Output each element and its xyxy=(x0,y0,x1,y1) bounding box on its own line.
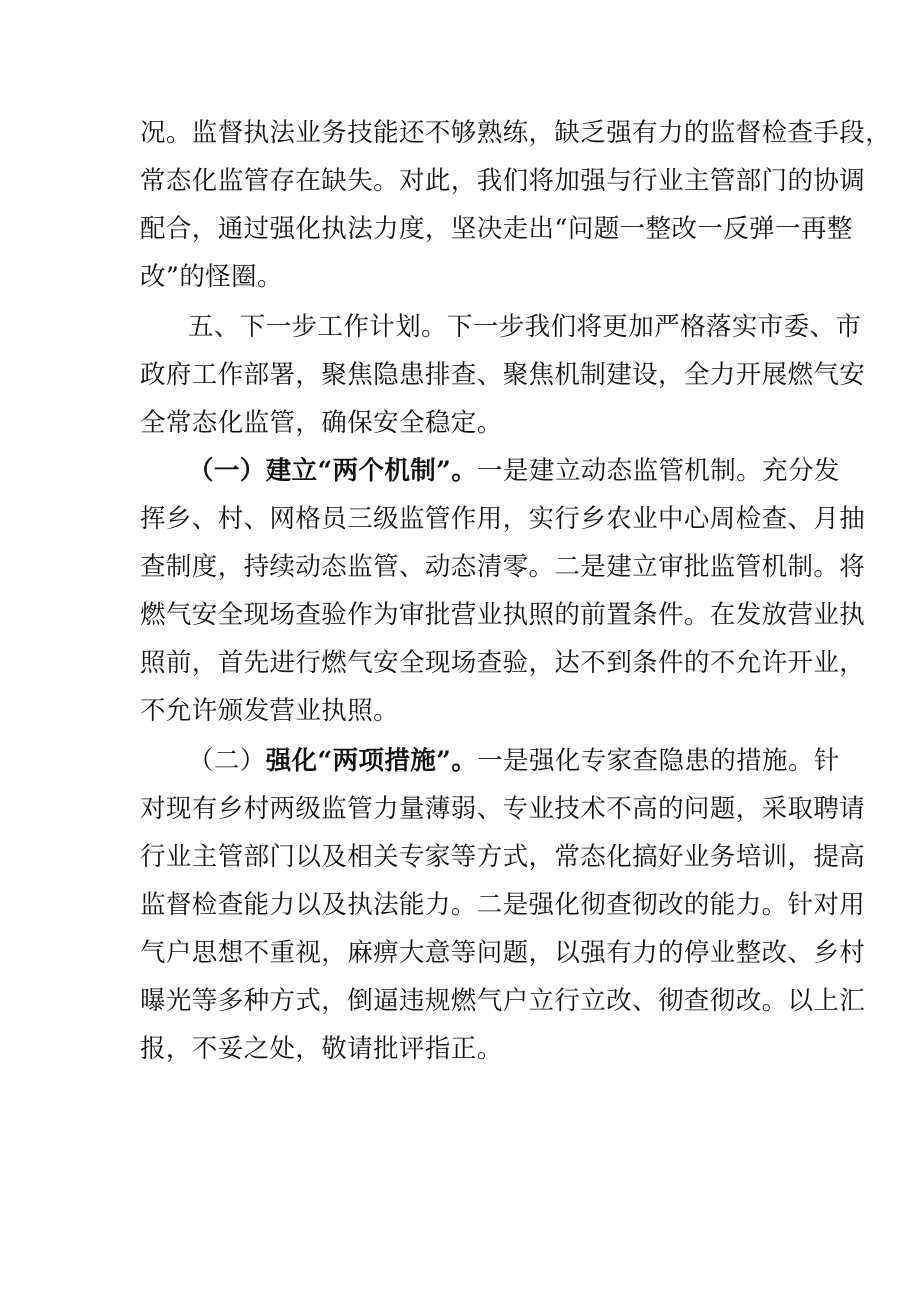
item-two-first-line xyxy=(188,739,840,783)
paragraph-line: 配合，通过强化执法力度，坚决走出“问题一整改一反弹一再整 xyxy=(140,214,853,244)
item-one-heading: （一）建立“两个机制”。 xyxy=(188,456,478,486)
paragraph-line: 挥乡、村、网格员三级监管作用，实行乡农业中心周检查、月抽 xyxy=(140,504,866,534)
paragraph-line: 报，不妥之处，敬请批评指正。 xyxy=(140,1034,503,1064)
paragraph-line: 改”的怪圈。 xyxy=(140,262,283,292)
paragraph-line: 查制度，持续动态监管、动态清零。二是建立审批监管机制。将 xyxy=(140,552,866,582)
section-five-heading-line: 五、下一步工作计划。下一步我们将更加严格落实市委、市 xyxy=(188,312,862,342)
paragraph-line: 行业主管部门以及相关专家等方式，常态化搞好业务培训，提高 xyxy=(140,842,866,872)
paragraph-line: 气户思想不重视，麻痹大意等问题，以强有力的停业整改、乡村 xyxy=(140,938,866,968)
paragraph-line: 况。监督执法业务技能还不够熟练，缺乏强有力的监督检查手段， xyxy=(140,118,892,148)
item-two-prefix: （二） xyxy=(188,746,266,776)
paragraph-line: 照前，首先进行燃气安全现场查验，达不到条件的不允许开业， xyxy=(140,648,866,678)
paragraph-line: 监督检查能力以及执法能力。二是强化彻查彻改的能力。针对用 xyxy=(140,890,866,920)
item-two-first-line-text: 一是强化专家查隐患的措施。针 xyxy=(477,746,840,776)
item-one-first-line-text: 一是建立动态监管机制。充分发 xyxy=(477,456,840,486)
paragraph-line: 对现有乡村两级监管力量薄弱、专业技术不高的问题，采取聘请 xyxy=(140,794,866,824)
paragraph-line: 不允许颁发营业执照。 xyxy=(140,696,400,726)
item-two-heading: 强化“两项措施”。 xyxy=(265,746,478,776)
item-one-first-line xyxy=(188,449,840,493)
paragraph-line: 全常态化监管，确保安全稳定。 xyxy=(140,408,503,438)
paragraph-line: 曝光等多种方式，倒逼违规燃气户立行立改、彻查彻改。以上汇 xyxy=(140,986,866,1016)
paragraph-line: 常态化监管存在缺失。对此，我们将加强与行业主管部门的协调 xyxy=(140,166,866,196)
paragraph-line: 燃气安全现场查验作为审批营业执照的前置条件。在发放营业执 xyxy=(140,600,866,630)
paragraph-line: 政府工作部署，聚焦隐患排查、聚焦机制建设，全力开展燃气安 xyxy=(140,360,866,390)
